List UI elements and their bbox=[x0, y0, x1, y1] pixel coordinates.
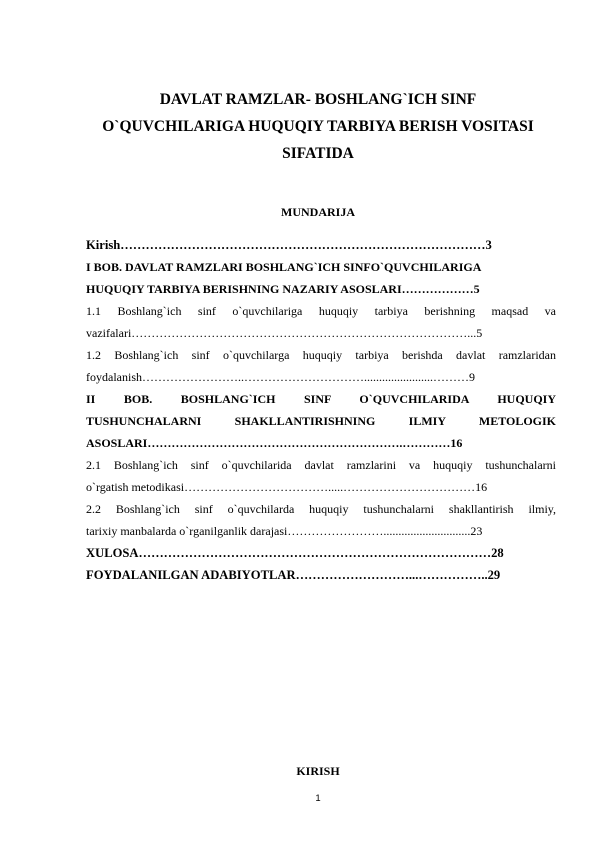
toc-entry-chapter-2-line-1: II BOB. BOSHLANG`ICH SINF O`QUVCHILARIDA HUQUQIY bbox=[86, 392, 556, 406]
title-line-1: DAVLAT RAMZLAR- BOSHLANG`ICH SINF bbox=[159, 91, 477, 108]
toc-entry-chapter-2-line-3: ASOSLARI……………………………………………………….…………16 bbox=[86, 436, 463, 450]
toc-entry-introduction: Kirish……………………………………………………………………………3 bbox=[86, 238, 492, 252]
toc-entry-section-1-2-line-1: 1.2 Boshlang`ich sinf o`quvchilarga huquqiy tarbiya berishda davlat ramzlaridan bbox=[86, 348, 556, 362]
toc-heading: MUNDARIJA bbox=[281, 205, 355, 219]
toc-entry-section-1-2-line-2: foydalanish……………………..………………………….......................………9 bbox=[86, 370, 475, 384]
toc-entry-chapter-1-line-2: HUQUQIY TARBIYA BERISHNING NAZARIY ASOSLARI………………5 bbox=[86, 282, 480, 296]
document-title bbox=[80, 86, 556, 167]
toc-entry-references: FOYDALANILGAN ADABIYOTLAR………………………...……………..29 bbox=[86, 568, 501, 582]
toc-entry-section-2-2-line-2: tarixiy manbalarda o`rganilganlik darajasi…………………….............................23 bbox=[86, 524, 483, 538]
table-of-contents bbox=[86, 234, 556, 586]
title-line-3: SIFATIDA bbox=[282, 145, 354, 162]
toc-entry-chapter-2-line-2: TUSHUNCHALARNI SHAKLLANTIRISHNING ILMIY METOLOGIK bbox=[86, 414, 556, 428]
toc-entry-section-1-1-line-1: 1.1 Boshlang`ich sinf o`quvchilariga huquqiy tarbiya berishning maqsad va bbox=[86, 304, 556, 318]
page-number: 1 bbox=[315, 793, 321, 804]
section-heading-introduction: KIRISH bbox=[296, 764, 340, 778]
title-line-2: O`QUVCHILARIGA HUQUQIY TARBIYA BERISH VOSITASI bbox=[102, 118, 534, 135]
toc-entry-section-2-1-line-1: 2.1 Boshlang`ich sinf o`quvchilarida davlat ramzlarini va huquqiy tushunchalarni bbox=[86, 458, 556, 472]
toc-entry-section-1-1-line-2: vazifalari…………………………………………………………………………...5 bbox=[86, 326, 483, 340]
toc-entry-conclusion: XULOSA…………………………………………………………………………28 bbox=[86, 546, 504, 560]
toc-entry-chapter-1-line-1: I BOB. DAVLAT RAMZLARI BOSHLANG`ICH SINFO`QUVCHILARIGA bbox=[86, 260, 482, 274]
toc-entry-section-2-2-line-1: 2.2 Boshlang`ich sinf o`quvchilarda huquqiy tushunchalarni shakllantirish ilmiy, bbox=[86, 502, 556, 516]
toc-entry-section-2-1-line-2: o`rgatish metodikasi……………………………….....……………………………16 bbox=[86, 480, 488, 494]
